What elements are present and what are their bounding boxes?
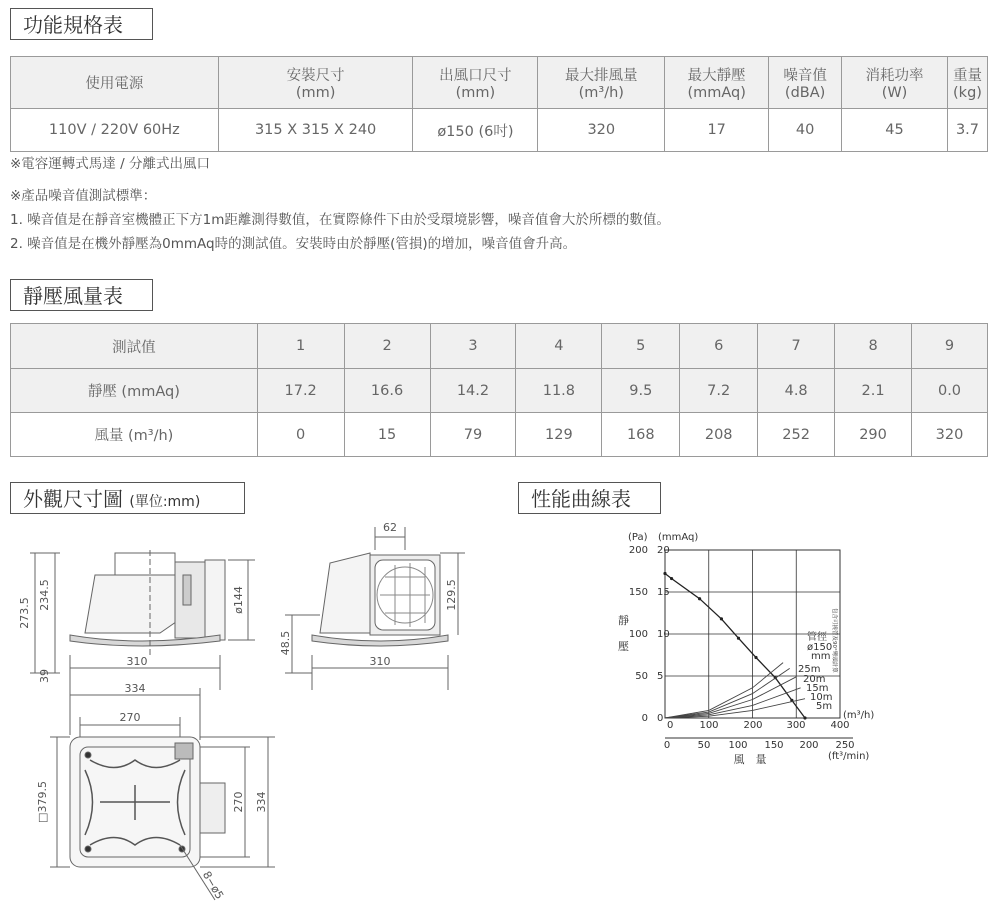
dim-h-129: 129.5 [445, 579, 458, 611]
x-tick-ftmin: 50 [697, 740, 711, 751]
spec-value: 320 [538, 109, 665, 152]
y-tick-pa: 200 [628, 545, 648, 556]
data-point [754, 656, 757, 659]
dim-width-310b: 310 [369, 655, 391, 668]
test-number: 1 [257, 324, 344, 369]
test-number: 5 [602, 324, 680, 369]
note-2: 2. 噪音值是在機外靜壓為0mmAq時的測試值。安裝時由於靜壓(管損)的增加，噪音值會升高。 [10, 236, 577, 252]
test-number: 2 [344, 324, 430, 369]
dimension-title: 外觀尺寸圖 [23, 487, 123, 511]
pressure-value: 11.8 [516, 369, 602, 413]
y-tick-mmaq: 0 [657, 713, 664, 724]
performance-section-title: 性能曲線表 [518, 482, 661, 514]
x-tick-ftmin: 0 [663, 740, 671, 751]
spec-value: 40 [769, 109, 842, 152]
note-noise-title: ※產品噪音值測試標準： [10, 188, 157, 204]
spec-table [10, 56, 988, 152]
pressure-value: 2.1 [835, 369, 912, 413]
spec-value: 315 X 315 X 240 [218, 109, 413, 152]
duct-title: 管徑 [807, 632, 827, 643]
data-point [720, 617, 723, 620]
y-tick-pa: 150 [628, 587, 648, 598]
data-point [737, 637, 740, 640]
y-tick-pa: 100 [628, 629, 648, 640]
y-unit-mmaq: (mmAq) [658, 532, 699, 543]
row-label-airflow: 風量 (m³/h) [11, 413, 258, 457]
spec-value: 17 [665, 109, 769, 152]
airflow-value: 129 [516, 413, 602, 457]
duct-resistance-curve [665, 688, 801, 718]
spec-header-pressure: 最大靜壓 (mmAq) [665, 57, 769, 109]
dim-h-270: 270 [232, 791, 245, 813]
pressure-section-title: 靜壓風量表 [10, 279, 153, 311]
dim-square: □379.5 [36, 781, 49, 823]
y-tick-mmaq: 5 [657, 671, 664, 682]
pressure-value: 14.2 [430, 369, 516, 413]
airflow-value: 79 [430, 413, 516, 457]
note-motor: ※電容運轉式馬達 / 分離式出風口 [10, 156, 210, 172]
x-unit-m3h: (m³/h) [843, 710, 875, 721]
pressure-value: 7.2 [680, 369, 758, 413]
spec-header-weight: 重量 (kg) [947, 57, 987, 109]
spec-header-noise: 噪音值 (dBA) [769, 57, 842, 109]
test-number: 7 [758, 324, 835, 369]
y-tick-mmaq: 20 [657, 545, 670, 556]
x-tick-ftmin: 100 [728, 740, 748, 751]
duct-length-label: 5m [816, 701, 833, 712]
spec-header-power-consumption: 消耗功率 (W) [842, 57, 948, 109]
x-tick-ftmin: 250 [835, 740, 855, 751]
y-axis-label-2: 壓 [618, 640, 629, 653]
x-tick-m3h: 200 [743, 720, 763, 731]
data-point [698, 597, 701, 600]
duct-resistance-curve [665, 677, 796, 718]
airflow-value: 252 [758, 413, 835, 457]
airflow-value: 15 [344, 413, 430, 457]
test-number: 8 [835, 324, 912, 369]
side-note: 包含可撓管及90°彎頭計算 [831, 608, 837, 673]
x-tick-m3h: 100 [699, 720, 719, 731]
data-point [663, 572, 666, 575]
dim-62: 62 [383, 521, 397, 534]
x-tick-m3h: 400 [830, 720, 850, 731]
pressure-row [11, 369, 988, 413]
plot-marks [663, 572, 806, 720]
duct-size: ø150 [807, 642, 833, 653]
y-tick-pa: 0 [641, 713, 648, 724]
airflow-value: 0 [257, 413, 344, 457]
test-number: 3 [430, 324, 516, 369]
pressure-value: 17.2 [257, 369, 344, 413]
spec-value: 110V / 220V 60Hz [11, 109, 219, 152]
dim-h-334: 334 [255, 791, 268, 813]
performance-chart [600, 528, 890, 773]
y-tick-mmaq: 15 [657, 587, 670, 598]
x-tick-m3h: 0 [667, 720, 674, 731]
y-tick-pa: 50 [635, 671, 648, 682]
spec-value-row [11, 109, 988, 152]
airflow-value: 290 [835, 413, 912, 457]
duct-length-label: 20m [803, 674, 826, 685]
dim-h-body: 234.5 [38, 579, 51, 611]
row-label-test: 測試值 [11, 324, 258, 369]
y-unit-pa: (Pa) [628, 532, 648, 543]
spec-value: 3.7 [947, 109, 987, 152]
spec-value: ø150 (6吋) [413, 109, 538, 152]
y-axis-label-1: 靜 [618, 614, 629, 627]
x-tick-ftmin: 150 [764, 740, 784, 751]
duct-length-label: 10m [810, 692, 833, 703]
airflow-value: 168 [602, 413, 680, 457]
duct-unit: mm [811, 651, 831, 662]
test-number: 9 [912, 324, 988, 369]
row-label-pressure: 靜壓 (mmAq) [11, 369, 258, 413]
airflow-value: 208 [680, 413, 758, 457]
duct-length-label: 25m [798, 664, 821, 675]
spec-value: 45 [842, 109, 948, 152]
pressure-value: 4.8 [758, 369, 835, 413]
x-unit-ftmin: (ft³/min) [828, 751, 870, 762]
spec-header-power: 使用電源 [11, 57, 219, 109]
dim-w-334: 334 [124, 682, 146, 695]
data-point [670, 577, 673, 580]
airflow-row [11, 413, 988, 457]
spec-header-row [11, 57, 988, 109]
performance-curve [665, 574, 805, 719]
duct-length-label: 15m [806, 683, 829, 694]
pressure-value: 0.0 [912, 369, 988, 413]
side-view-left [30, 550, 255, 690]
airflow-value: 320 [912, 413, 988, 457]
spec-header-airflow: 最大排風量 (m³/h) [538, 57, 665, 109]
dimension-section-title [10, 482, 245, 514]
pressure-value: 16.6 [344, 369, 430, 413]
dim-h-grille: 39 [38, 669, 51, 683]
spec-header-outlet: 出風口尺寸 (mm) [413, 57, 538, 109]
spec-notes [10, 152, 990, 256]
y-tick-mmaq: 10 [657, 629, 670, 640]
pressure-test-row [11, 324, 988, 369]
dim-holes: 8−ø5 [199, 869, 227, 902]
test-number: 6 [680, 324, 758, 369]
x-tick-m3h: 300 [786, 720, 806, 731]
dimension-drawing [0, 515, 480, 915]
spec-section-title: 功能規格表 [10, 8, 153, 40]
pressure-value: 9.5 [602, 369, 680, 413]
x-tick-ftmin: 200 [799, 740, 819, 751]
test-number: 4 [516, 324, 602, 369]
duct-resistance-curve [665, 663, 783, 718]
dim-w-270: 270 [119, 711, 141, 724]
note-1: 1. 噪音值是在靜音室機體正下方1m距離測得數值，在實際條件下由於受環境影響，噪音值會大於所標的數值。 [10, 212, 670, 228]
dim-h-total: 273.5 [18, 597, 31, 629]
pressure-table [10, 323, 988, 457]
dim-width-310a: 310 [126, 655, 148, 668]
x-axis-label: 風 量 [733, 753, 767, 766]
dim-outlet-dia: ø144 [232, 586, 245, 614]
dim-h-48: 48.5 [279, 630, 292, 656]
dimension-unit: (單位:mm) [129, 494, 201, 510]
spec-header-install: 安裝尺寸 (mm) [218, 57, 413, 109]
